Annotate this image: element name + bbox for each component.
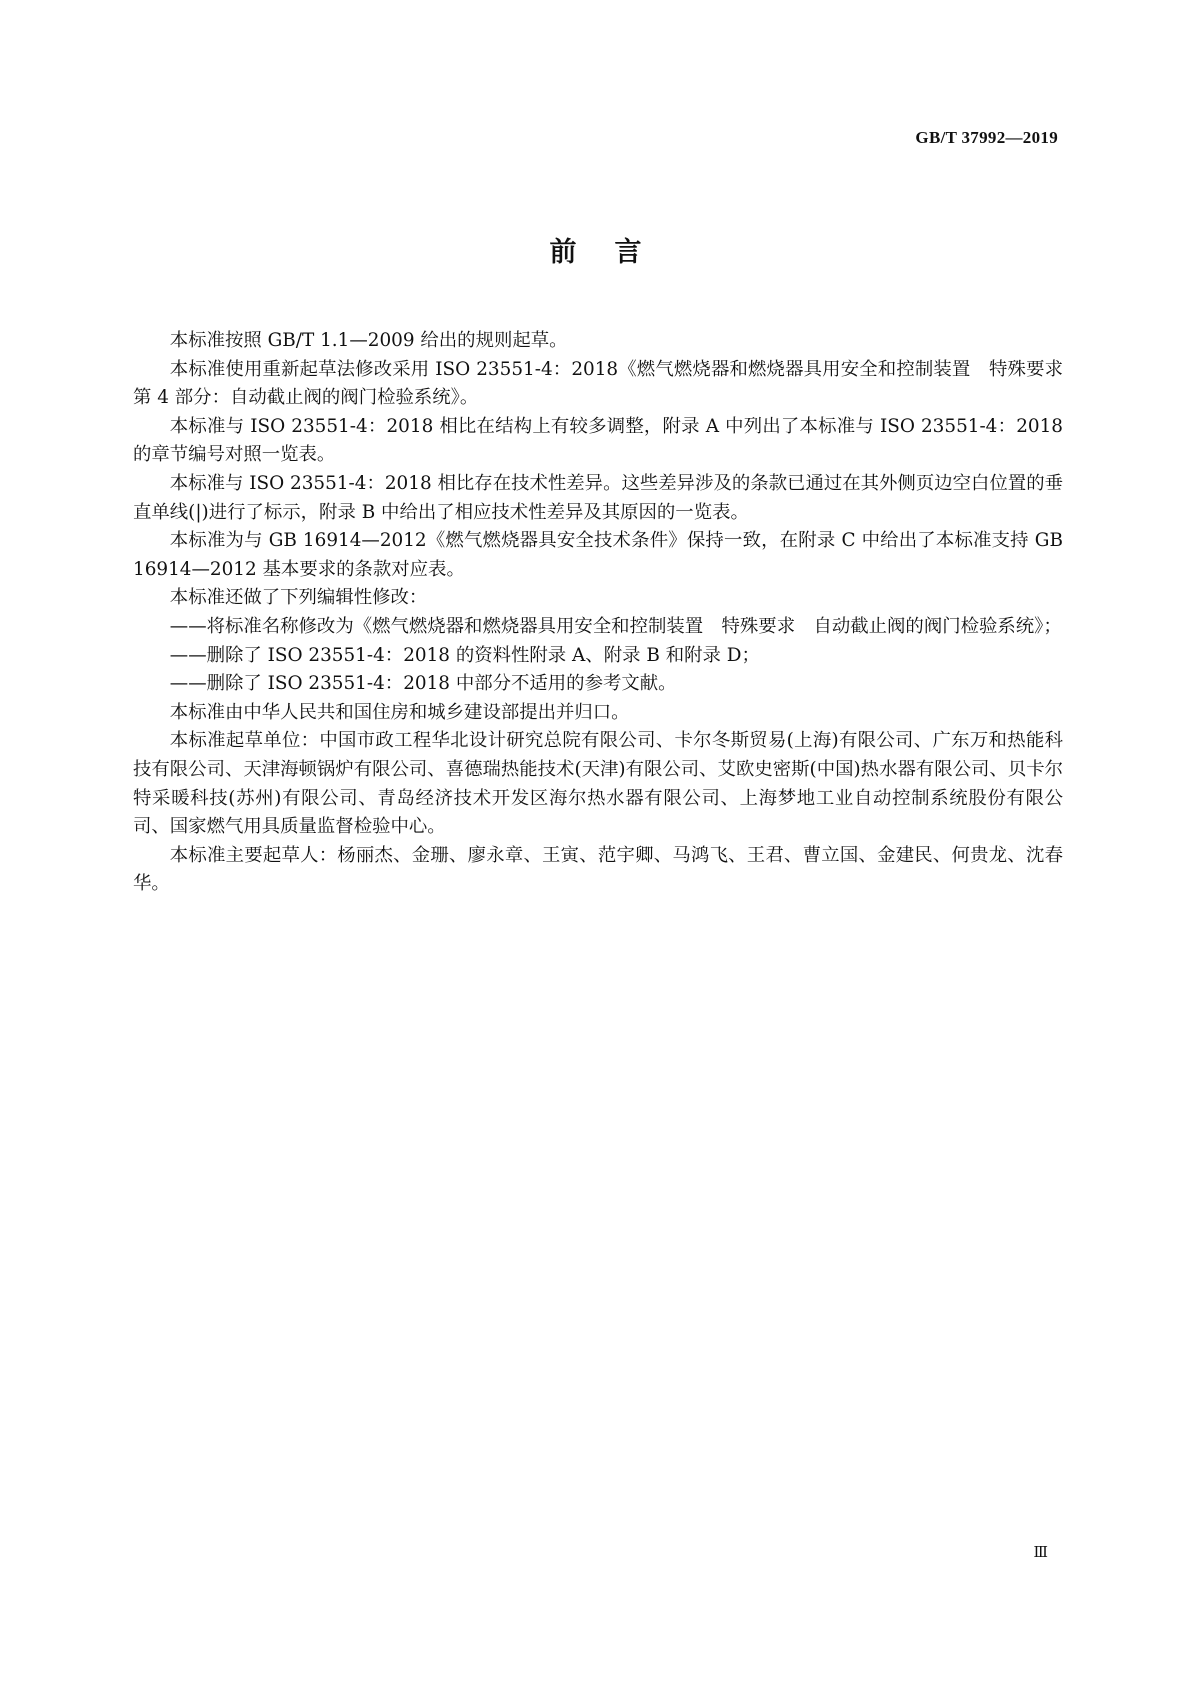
paragraph-drafting-rules: 本标准按照 GB/T 1.1—2009 给出的规则起草。 — [169, 330, 568, 351]
edit-item: ——将标准名称修改为《燃气燃烧器和燃烧器具用安全和控制装置 特殊要求 自动截止阀的阀门检验系统》； — [169, 615, 1062, 637]
edit-item: ——删除了 ISO 23551-4：2018 中部分不适用的参考文献。 — [169, 673, 677, 695]
page-title: 前言 — [549, 237, 680, 268]
standard-code: GB/T 37992—2019 — [915, 128, 1058, 147]
paragraph-proposer: 本标准由中华人民共和国住房和城乡建设部提出并归口。 — [169, 701, 630, 723]
foreword-body — [133, 327, 1082, 899]
paragraph-technical-differences: 本标准与 ISO 23551-4：2018 相比存在技术性差异。这些差异涉及的条款已通过在其外侧页边空白位置的垂直单线(|)进行了标示，附录 B 中给出了相应技术性差异及其原因的一览表。 — [133, 472, 1063, 523]
paragraph-drafters: 本标准主要起草人：杨丽杰、金珊、廖永章、王寅、范宇卿、马鸿飞、王君、曹立国、金建民、何贵龙、沈春华。 — [133, 844, 1063, 895]
edit-item: ——删除了 ISO 23551-4：2018 的资料性附录 A、附录 B 和附录 D； — [169, 644, 760, 666]
paragraph-editorial-intro: 本标准还做了下列编辑性修改： — [169, 587, 428, 609]
paragraph-drafting-units: 本标准起草单位：中国市政工程华北设计研究总院有限公司、卡尔冬斯贸易(上海)有限公司、广东万和热能科技有限公司、天津海顿锅炉有限公司、喜德瑞热能技术(天津)有限公司、艾欧史密斯(中国)热水器有限公司、贝卡尔特采暖科技(苏州)有限公司、青岛经济技术开发区海尔热水器有限公司、上海梦地工业自动控制系统股份有限公司、国家燃气用具质量监督检验中心。 — [133, 730, 1063, 838]
paragraph-adoption: 本标准使用重新起草法修改采用 ISO 23551-4：2018《燃气燃烧器和燃烧器具用安全和控制装置 特殊要求 第 4 部分：自动截止阀的阀门检验系统》。 — [133, 358, 1082, 409]
paragraph-structure: 本标准与 ISO 23551-4：2018 相比在结构上有较多调整，附录 A 中列出了本标准与 ISO 23551-4：2018 的章节编号对照一览表。 — [133, 415, 1063, 466]
paragraph-consistency: 本标准为与 GB 16914—2012《燃气燃烧器具安全技术条件》保持一致，在附录 C 中给出了本标准支持 GB 16914—2012 基本要求的条款对应表。 — [133, 530, 1063, 580]
page-number: Ⅲ — [1033, 1545, 1048, 1561]
